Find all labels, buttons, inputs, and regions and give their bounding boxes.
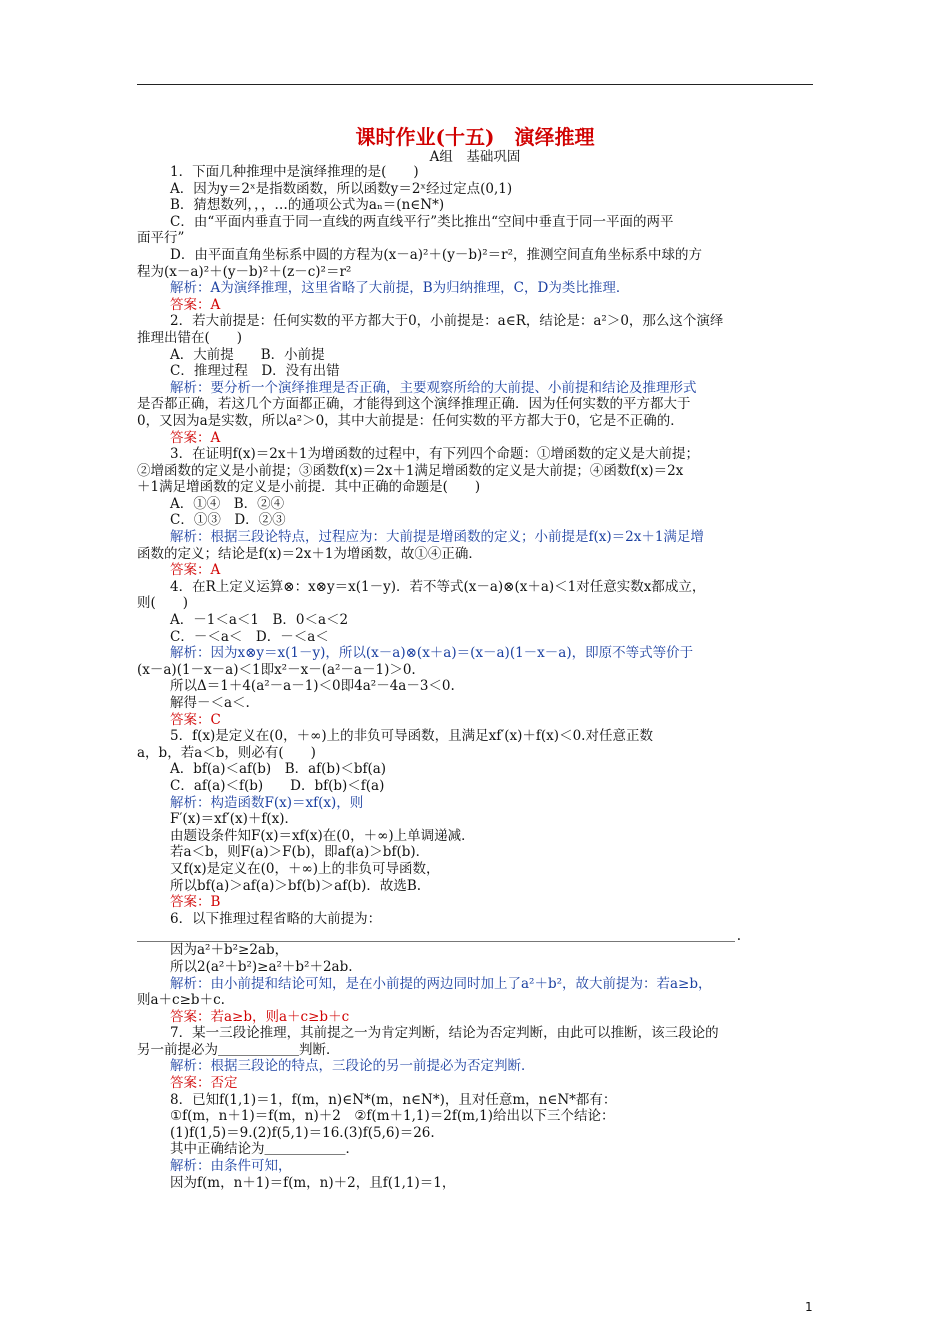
answer-line: 答案：C xyxy=(170,711,221,728)
text-line: ①f(m，n＋1)＝f(m，n)＋2 ②f(m＋1,1)＝2f(m,1)给出以下三个结论： xyxy=(170,1108,615,1125)
text-line: 2．若大前提是：任何实数的平方都大于0，小前提是：a∈R，结论是：a²＞0，那么这个演绎 xyxy=(170,313,724,330)
text-line: ②增函数的定义是小前提；③函数f(x)＝2x＋1满足增函数的定义是大前提；④函数f(x)＝2x xyxy=(137,462,684,479)
text-line: 1．下面几种推理中是演绎推理的是( ) xyxy=(170,164,419,180)
text-line: 所以2(a²＋b²)≥a²＋b²＋2ab. xyxy=(170,958,353,975)
text-line: 面平行” xyxy=(137,230,185,247)
text-line: 所以bf(a)＞af(a)＞bf(b)＞af(b)．故选B. xyxy=(170,877,422,894)
analysis-line: 解析：由条件可知， xyxy=(170,1158,292,1175)
analysis-line: 解析：根据三段论特点，过程应为：大前提是增函数的定义；小前提是f(x)＝2x＋1满足增 xyxy=(170,529,704,546)
text-line: 推理出错在( ) xyxy=(137,329,243,346)
text-line: 是否都正确，若这几个方面都正确，才能得到这个演绎推理正确．因为任何实数的平方都大于 xyxy=(137,396,691,413)
text-line: C．推理过程 D．没有出错 xyxy=(170,363,340,380)
text-line: 另一前提必为＿＿＿＿＿＿判断． xyxy=(137,1041,340,1058)
document-body xyxy=(137,164,813,1191)
text-line: a，b，若a＜b，则必有( ) xyxy=(137,744,316,761)
text-line: 其中正确结论为＿＿＿＿＿＿． xyxy=(170,1141,359,1158)
text-line: B．猜想数列，，，…的通项公式为aₙ＝(n∈N*) xyxy=(170,197,445,214)
text-line: (x－a)(1－x－a)＜1即x²－x－(a²－a－1)＞0. xyxy=(137,661,416,678)
text-line: C．由“平面内垂直于同一直线的两直线平行”类比推出“空间中垂直于同一平面的两平 xyxy=(170,213,674,230)
answer-line: 答案：B xyxy=(170,894,221,911)
text-line: 6．以下推理过程省略的大前提为： xyxy=(170,910,382,927)
text-line: 则a＋c≥b＋c. xyxy=(137,992,225,1009)
text-line xyxy=(137,927,813,942)
text-line: A．－1＜a＜1 B．0＜a＜2 xyxy=(170,612,349,629)
text-line: ＋1满足增函数的定义是小前提．其中正确的命题是( ) xyxy=(137,479,481,496)
page-number: 1 xyxy=(805,1300,813,1314)
text-line: (1)f(1,5)＝9.(2)f(5,1)＝16.(3)f(5,6)＝26. xyxy=(170,1124,435,1141)
text-line: 7．某一三段论推理，其前提之一为肯定判断，结论为否定判断，由此可以推断，该三段论的 xyxy=(170,1025,719,1042)
text-line: 函数的定义；结论是f(x)＝2x＋1为增函数，故①④正确． xyxy=(137,545,482,562)
text-line: 5．f(x)是定义在(0，＋∞)上的非负可导函数，且满足xf′(x)＋f(x)＜0.对任意正数 xyxy=(170,728,653,745)
text-line: 4．在R上定义运算⊗：x⊗y＝x(1－y)．若不等式(x－a)⊗(x＋a)＜1对任意实数x都成立， xyxy=(170,578,706,595)
text-line: A．①④ B．②④ xyxy=(170,495,285,512)
text-line: 因为a²＋b²≥2ab， xyxy=(170,942,289,959)
analysis-line: 解析：构造函数F(x)＝xf(x)，则 xyxy=(170,794,364,811)
analysis-line: 解析：根据三段论的特点，三段论的另一前提必为否定判断． xyxy=(170,1058,535,1075)
text-line: 程为(x－a)²＋(y－b)²＋(z－c)²＝r² xyxy=(137,263,352,280)
text-line: A．大前提 B．小前提 xyxy=(170,346,325,363)
text-line: 因为f(m，n＋1)＝f(m，n)＋2，且f(1,1)＝1， xyxy=(170,1174,456,1191)
text-line: 若a＜b，则F(a)＞F(b)，即af(a)＞bf(b)． xyxy=(170,844,430,861)
analysis-line: 解析：因为x⊗y＝x(1－y)，所以(x－a)⊗(x＋a)＝(x－a)(1－x－a)，即原不等式等价于 xyxy=(170,645,694,662)
text-line: 由题设条件知F(x)＝xf(x)在(0，＋∞)上单调递减． xyxy=(170,827,475,844)
text-line: D．由平面直角坐标系中圆的方程为(x－a)²＋(y－b)²＝r²，推测空间直角坐标系中球的方 xyxy=(170,246,703,263)
analysis-line: 解析：由小前提和结论可知，是在小前提的两边同时加上了a²＋b²，故大前提为：若a≥b， xyxy=(170,975,712,992)
header-rule xyxy=(137,84,813,85)
page-title: 课时作业(十五) 演绎推理 xyxy=(355,125,595,149)
answer-line: 答案：A xyxy=(170,296,221,313)
answer-line: 答案：若a≥b，则a＋c≥b＋c xyxy=(170,1008,350,1025)
text-line: 解得－＜a＜. xyxy=(170,695,250,711)
text-line: A．bf(a)＜af(b) B．af(b)＜bf(a) xyxy=(170,761,387,778)
answer-line: 答案：否定 xyxy=(170,1075,238,1092)
text-line: A．因为y＝2ˣ是指数函数，所以函数y＝2ˣ经过定点(0,1) xyxy=(170,180,513,197)
text-line: C．af(a)＜f(b) D．bf(b)＜f(a) xyxy=(170,777,385,794)
text-line: 所以Δ＝1＋4(a²－a－1)＜0即4a²－4a－3＜0. xyxy=(170,678,455,695)
analysis-line: 解析：A为演绎推理，这里省略了大前提，B为归纳推理，C，D为类比推理． xyxy=(170,280,630,297)
answer-line: 答案：A xyxy=(170,562,221,579)
text-line: 0，又因为a是实数，所以a²＞0，其中大前提是：任何实数的平方都大于0，它是不正确的． xyxy=(137,412,684,429)
text-line: 则( ) xyxy=(137,595,189,612)
text-line: C．①③ D．②③ xyxy=(170,512,286,529)
text-line: 3．在证明f(x)＝2x＋1为增函数的过程中，有下列四个命题：①增函数的定义是大前提； xyxy=(170,446,700,463)
text-line: F′(x)＝xf′(x)＋f(x)． xyxy=(170,811,299,828)
text-line: 又f(x)是定义在(0，＋∞)上的非负可导函数， xyxy=(170,860,440,877)
text-line: C．－＜a＜ D．－＜a＜ xyxy=(170,628,329,645)
text-line: 8．已知f(1,1)＝1，f(m，n)∈N*(m，n∈N*)，且对任意m，n∈N*都有： xyxy=(170,1091,617,1108)
section-subtitle: A组 基础巩固 xyxy=(429,149,521,165)
answer-blank: . xyxy=(137,927,735,942)
answer-line: 答案：A xyxy=(170,429,221,446)
analysis-line: 解析：要分析一个演绎推理是否正确，主要观察所给的大前提、小前提和结论及推理形式 xyxy=(170,379,697,396)
